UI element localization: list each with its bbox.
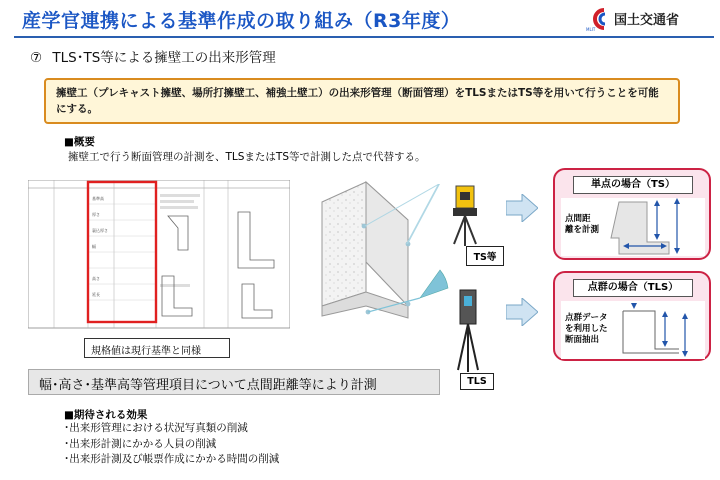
point-cloud-note-line: を利用した bbox=[565, 324, 608, 334]
measurement-note: 幅･高さ･基準高等管理項目について点間距離等により計測 bbox=[28, 369, 440, 395]
section-heading bbox=[30, 46, 276, 66]
overview-text: 擁壁工で行う断面管理の計測を、TLSまたはTS等で計測した点で代替する。 bbox=[68, 151, 426, 163]
intro-box bbox=[44, 78, 680, 124]
table-row-label: 厚さ bbox=[92, 212, 100, 217]
standards-table-image bbox=[28, 180, 290, 340]
table-row-label: 延長 bbox=[92, 292, 100, 297]
effects-heading: ■期待される効果 bbox=[64, 409, 148, 421]
effect-item: ･出来形計測にかかる人員の削減 bbox=[64, 437, 217, 450]
table-row-label: 幅 bbox=[92, 244, 96, 249]
effects-list bbox=[64, 421, 279, 468]
point-cloud-note-line: 点群データ bbox=[565, 313, 608, 323]
tls-label: TLS bbox=[460, 373, 494, 390]
section-number: ⑦ bbox=[30, 50, 43, 66]
right-arrow-icon bbox=[506, 298, 538, 326]
point-cloud-note-line: 断面抽出 bbox=[565, 335, 600, 345]
page-title: 産学官連携による基準作成の取り組み（R3年度） bbox=[22, 10, 461, 32]
table-row-label: 高さ bbox=[92, 276, 100, 281]
overview-heading: ■概要 bbox=[64, 136, 95, 148]
ts-label: TS等 bbox=[466, 246, 504, 266]
section-title-text: TLS･TS等による擁壁工の出来形管理 bbox=[52, 50, 276, 66]
table-row-label: 裏込厚さ bbox=[92, 228, 108, 233]
single-point-case bbox=[553, 168, 711, 260]
logo-sub-text: MLIT bbox=[586, 27, 596, 32]
single-point-title: 単点の場合（TS） bbox=[573, 176, 693, 194]
intro-text: 擁壁工（プレキャスト擁壁、場所打擁壁工、補強土壁工）の出来形管理（断面管理）をTLSまたはTS等を用いて行うことを可能にする。 bbox=[56, 87, 659, 115]
single-point-note bbox=[565, 214, 599, 236]
table-row-label: 基準高 bbox=[92, 196, 104, 201]
single-point-note-line: 離を計測 bbox=[565, 225, 600, 235]
effect-item: ･出来形管理における状況写真類の削減 bbox=[64, 422, 248, 434]
point-cloud-note bbox=[565, 313, 608, 346]
point-cloud-title: 点群の場合（TLS） bbox=[573, 279, 693, 297]
spec-note: 規格値は現行基準と同様 bbox=[84, 338, 230, 358]
ministry-name: 国土交通省 bbox=[614, 13, 680, 28]
point-cloud-case bbox=[553, 271, 711, 361]
right-arrow-icon bbox=[506, 194, 538, 222]
tls-instrument bbox=[458, 290, 478, 372]
single-point-note-line: 点間距 bbox=[565, 214, 591, 224]
header-divider bbox=[14, 36, 714, 38]
effect-item: ･出来形計測及び帳票作成にかかる時間の削減 bbox=[64, 453, 280, 465]
ts-instrument bbox=[453, 186, 477, 246]
